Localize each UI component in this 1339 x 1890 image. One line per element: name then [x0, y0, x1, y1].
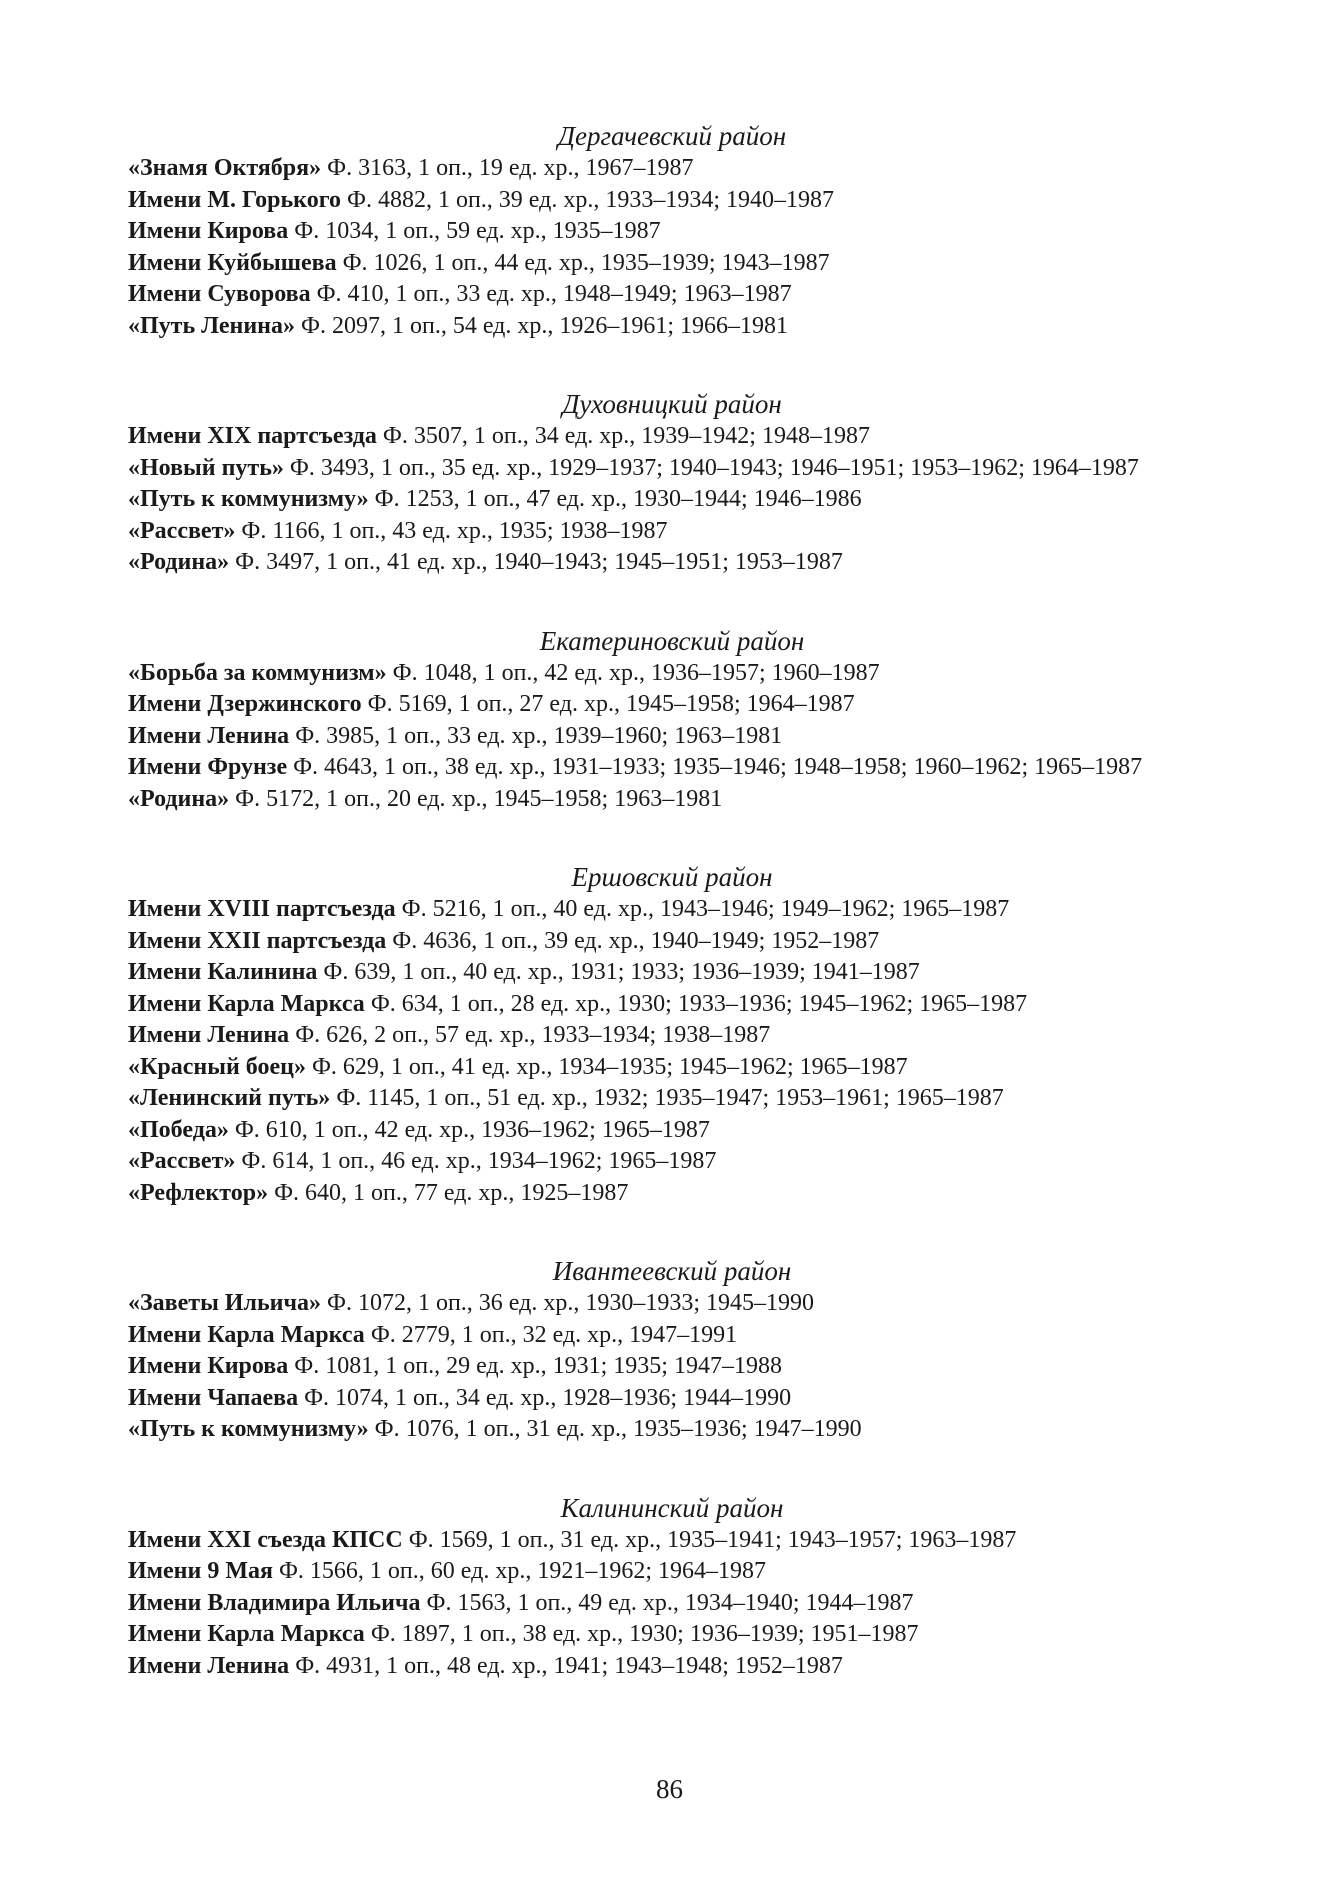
collective-farm-entry: [128, 658, 1216, 690]
collective-farm-entry: [128, 153, 1216, 185]
collective-farm-entry: [128, 1320, 1216, 1352]
fond-details: Ф. 1048, 1 оп., 42 ед. хр., 1936–1957; 1960–1987: [386, 659, 880, 686]
fond-details: Ф. 626, 2 оп., 57 ед. хр., 1933–1934; 1938–1987: [289, 1022, 771, 1048]
farm-name: Имени Ленина: [128, 722, 290, 749]
farm-name: «Родина»: [128, 785, 230, 812]
fond-details: Ф. 640, 1 оп., 77 ед. хр., 1925–1987: [268, 1179, 629, 1206]
district-title: Екатериновский район: [539, 625, 805, 656]
collective-farm-entry: [128, 989, 1216, 1021]
farm-name: Имени Карла Маркса: [128, 990, 365, 1017]
collective-farm-entry: [128, 689, 1216, 721]
collective-farm-entry: [128, 1178, 1216, 1210]
farm-name: Имени XXI съезда КПСС: [128, 1526, 403, 1553]
farm-name: «Путь к коммунизму»: [128, 1416, 369, 1442]
farm-name: Имени Чапаева: [128, 1384, 299, 1411]
farm-name: Имени Карла Маркса: [128, 1321, 365, 1348]
fond-details: Ф. 629, 1 оп., 41 ед. хр., 1934–1935; 1945–1962; 1965–1987: [305, 1053, 908, 1080]
collective-farm-entry: [128, 957, 1216, 989]
collective-farm-entry: [128, 721, 1216, 753]
farm-name: Имени Ленина: [128, 1652, 290, 1679]
collective-farm-entry: [128, 1115, 1216, 1147]
farm-name: «Красный боец»: [128, 1053, 306, 1080]
fond-details: Ф. 3985, 1 оп., 33 ед. хр., 1939–1960; 1963–1981: [289, 722, 783, 749]
fond-details: Ф. 1034, 1 оп., 59 ед. хр., 1935–1987: [288, 218, 661, 244]
collective-farm-entry: [128, 894, 1216, 926]
district-section: [128, 388, 1216, 579]
collective-farm-entry: [128, 516, 1216, 548]
collective-farm-entry: [128, 926, 1216, 958]
collective-farm-entry: [128, 1146, 1216, 1178]
fond-details: Ф. 410, 1 оп., 33 ед. хр., 1948–1949; 1963–1987: [310, 281, 792, 307]
district-section: [128, 1492, 1216, 1683]
fond-details: Ф. 1253, 1 оп., 47 ед. хр., 1930–1944; 1946–1986: [368, 486, 862, 512]
document-page: [128, 120, 1216, 1728]
farm-name: «Рефлектор»: [128, 1179, 269, 1206]
page-number: 86: [656, 1774, 683, 1804]
district-title: Калининский район: [560, 1492, 784, 1523]
farm-name: Имени Карла Маркса: [128, 1621, 365, 1647]
fond-details: Ф. 4636, 1 оп., 39 ед. хр., 1940–1949; 1952–1987: [386, 927, 880, 954]
farm-name: Имени Фрунзе: [128, 754, 288, 780]
district-title: Ивантеевский район: [552, 1256, 792, 1286]
collective-farm-entry: [128, 547, 1216, 579]
district-section: [128, 861, 1216, 1209]
farm-name: «Борьба за коммунизм»: [128, 659, 387, 686]
farm-name: Имени Дзержинского: [128, 691, 362, 717]
farm-name: Имени Кирова: [128, 1353, 289, 1379]
fond-details: Ф. 1072, 1 оп., 36 ед. хр., 1930–1933; 1945–1990: [321, 1290, 815, 1316]
collective-farm-entry: [128, 311, 1216, 343]
collective-farm-entry: [128, 1052, 1216, 1084]
farm-name: Имени XIX партсъезда: [128, 423, 377, 449]
farm-name: Имени Кирова: [128, 218, 289, 244]
collective-farm-entry: [128, 1588, 1216, 1620]
fond-details: Ф. 1074, 1 оп., 34 ед. хр., 1928–1936; 1944–1990: [298, 1384, 792, 1411]
fond-details: Ф. 2779, 1 оп., 32 ед. хр., 1947–1991: [364, 1321, 738, 1348]
fond-details: Ф. 3163, 1 оп., 19 ед. хр., 1967–1987: [321, 155, 694, 181]
fond-details: Ф. 3497, 1 оп., 41 ед. хр., 1940–1943; 1945–1951; 1953–1987: [229, 549, 843, 575]
farm-name: Имени Ленина: [128, 1022, 290, 1048]
farm-name: Имени Калинина: [128, 959, 318, 985]
collective-farm-entry: [128, 784, 1216, 816]
district-section: [128, 120, 1216, 342]
district-section: [128, 1255, 1216, 1446]
fond-details: Ф. 634, 1 оп., 28 ед. хр., 1930; 1933–1936; 1945–1962; 1965–1987: [364, 990, 1028, 1017]
fond-details: Ф. 3493, 1 оп., 35 ед. хр., 1929–1937; 1940–1943; 1946–1951; 1953–1962; 1964–1987: [283, 454, 1139, 481]
farm-name: «Рассвет»: [128, 1148, 236, 1174]
fond-details: Ф. 4882, 1 оп., 39 ед. хр., 1933–1934; 1940–1987: [341, 186, 835, 213]
district-title: Ершовский район: [571, 862, 773, 892]
collective-farm-entry: [128, 1619, 1216, 1651]
collective-farm-entry: [128, 1651, 1216, 1683]
fond-details: Ф. 1026, 1 оп., 44 ед. хр., 1935–1939; 1943–1987: [336, 249, 830, 276]
fond-details: Ф. 610, 1 оп., 42 ед. хр., 1936–1962; 1965–1987: [228, 1116, 710, 1143]
farm-name: «Знамя Октября»: [128, 155, 322, 181]
fond-details: Ф. 4931, 1 оп., 48 ед. хр., 1941; 1943–1948; 1952–1987: [289, 1652, 843, 1679]
collective-farm-entry: [128, 1020, 1216, 1052]
collective-farm-entry: [128, 1083, 1216, 1115]
farm-name: Имени М. Горького: [128, 186, 341, 213]
collective-farm-entry: [128, 752, 1216, 784]
collective-farm-entry: [128, 1556, 1216, 1588]
farm-name: «Заветы Ильича»: [128, 1290, 321, 1316]
fond-details: Ф. 5169, 1 оп., 27 ед. хр., 1945–1958; 1964–1987: [361, 691, 855, 717]
collective-farm-entry: [128, 279, 1216, 311]
farm-name: Имени Владимира Ильича: [128, 1589, 421, 1616]
collective-farm-entry: [128, 248, 1216, 280]
collective-farm-entry: [128, 421, 1216, 453]
collective-farm-entry: [128, 216, 1216, 248]
farm-name: Имени XXII партсъезда: [128, 927, 387, 954]
district-title: Духовницкий район: [562, 389, 782, 419]
district-title: Дергачевский район: [557, 121, 787, 151]
fond-details: Ф. 2097, 1 оп., 54 ед. хр., 1926–1961; 1966–1981: [295, 312, 789, 339]
fond-details: Ф. 639, 1 оп., 40 ед. хр., 1931; 1933; 1936–1939; 1941–1987: [317, 959, 920, 985]
farm-name: Имени 9 Мая: [128, 1558, 273, 1584]
farm-name: «Ленинский путь»: [128, 1085, 331, 1111]
fond-details: Ф. 1563, 1 оп., 49 ед. хр., 1934–1940; 1944–1987: [420, 1589, 914, 1616]
collective-farm-entry: [128, 1288, 1216, 1320]
fond-details: Ф. 1145, 1 оп., 51 ед. хр., 1932; 1935–1947; 1953–1961; 1965–1987: [330, 1085, 1004, 1111]
fond-details: Ф. 1166, 1 оп., 43 ед. хр., 1935; 1938–1987: [235, 517, 668, 544]
farm-name: «Путь к коммунизму»: [128, 486, 369, 512]
farm-name: «Новый путь»: [128, 454, 284, 481]
fond-details: Ф. 1897, 1 оп., 38 ед. хр., 1930; 1936–1939; 1951–1987: [364, 1621, 919, 1647]
farm-name: «Родина»: [128, 549, 230, 575]
farm-name: «Рассвет»: [128, 517, 236, 544]
collective-farm-entry: [128, 453, 1216, 485]
fond-details: Ф. 1076, 1 оп., 31 ед. хр., 1935–1936; 1947–1990: [368, 1416, 862, 1442]
collective-farm-entry: [128, 1525, 1216, 1557]
collective-farm-entry: [128, 1414, 1216, 1446]
collective-farm-entry: [128, 1351, 1216, 1383]
fond-details: Ф. 5216, 1 оп., 40 ед. хр., 1943–1946; 1949–1962; 1965–1987: [395, 896, 1010, 922]
farm-name: «Победа»: [128, 1116, 229, 1143]
district-section: [128, 625, 1216, 816]
collective-farm-entry: [128, 1383, 1216, 1415]
fond-details: Ф. 614, 1 оп., 46 ед. хр., 1934–1962; 1965–1987: [235, 1148, 717, 1174]
collective-farm-entry: [128, 185, 1216, 217]
fond-details: Ф. 1081, 1 оп., 29 ед. хр., 1931; 1935; 1947–1988: [288, 1353, 782, 1379]
fond-details: Ф. 1566, 1 оп., 60 ед. хр., 1921–1962; 1964–1987: [272, 1558, 766, 1584]
farm-name: «Путь Ленина»: [128, 312, 296, 339]
fond-details: Ф. 5172, 1 оп., 20 ед. хр., 1945–1958; 1963–1981: [229, 785, 723, 812]
fond-details: Ф. 1569, 1 оп., 31 ед. хр., 1935–1941; 1943–1957; 1963–1987: [402, 1526, 1017, 1553]
fond-details: Ф. 3507, 1 оп., 34 ед. хр., 1939–1942; 1948–1987: [376, 423, 870, 449]
farm-name: Имени XVIII партсъезда: [128, 896, 396, 922]
fond-details: Ф. 4643, 1 оп., 38 ед. хр., 1931–1933; 1935–1946; 1948–1958; 1960–1962; 1965–1987: [287, 754, 1143, 780]
farm-name: Имени Суворова: [128, 281, 311, 307]
farm-name: Имени Куйбышева: [128, 249, 337, 276]
collective-farm-entry: [128, 484, 1216, 516]
